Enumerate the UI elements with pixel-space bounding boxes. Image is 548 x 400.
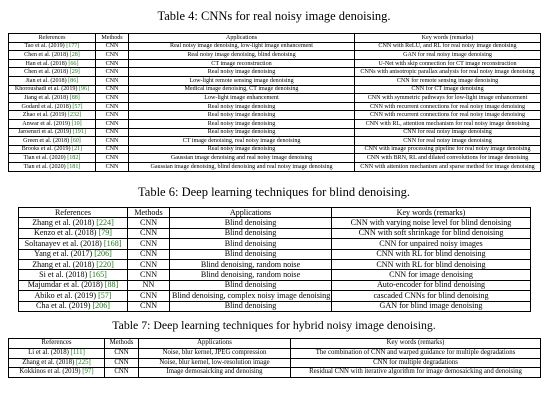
table4-caption: Table 4: CNNs for real noisy image denoising. — [157, 9, 391, 23]
method-cell: CNN — [128, 239, 170, 249]
reference-text: Chen et al. (2018) — [24, 51, 70, 58]
reference-text: Chen et al. (2018) — [24, 69, 70, 76]
method-cell: CNN — [128, 228, 170, 238]
remark-cell: CNN with RL for blind denoising — [332, 249, 531, 259]
reference-cell — [9, 94, 96, 103]
reference-text: Zhang et al. (2018) — [32, 259, 97, 269]
remark-cell: CNN for image denoising — [332, 270, 531, 280]
method-cell: CNN — [96, 162, 129, 171]
method-cell: CNN — [96, 145, 129, 154]
remark-cell: GAN for blind image denoising — [332, 301, 531, 311]
reference-cell — [9, 128, 96, 137]
remark-cell: CNN with RL for blind denoising — [332, 259, 531, 269]
citation-link: [111] — [70, 348, 85, 356]
reference-text: Majumdar et al. (2018) — [27, 280, 105, 290]
reference-cell — [9, 51, 96, 60]
application-cell: CT image denoising, real noisy image denoising — [129, 137, 355, 146]
column-header: References — [9, 34, 96, 43]
column-header: Key words (remarks) — [291, 339, 541, 349]
citation-link: [224] — [96, 218, 114, 228]
remark-cell: CNN for multiple degradations — [291, 358, 541, 368]
reference-text: Zhao et al. (2019) — [22, 112, 68, 119]
method-cell: CNN — [128, 301, 170, 311]
application-cell: Blind denoising — [170, 249, 332, 259]
table4-body — [9, 42, 541, 171]
method-cell: CNN — [128, 259, 170, 269]
application-cell: Low-light image enhancement — [129, 94, 355, 103]
reference-text: Zhang et al. (2018) — [22, 358, 77, 366]
table6-header-row — [19, 208, 531, 218]
method-cell: CNN — [128, 270, 170, 280]
reference-text: Li et al. (2018) — [28, 348, 71, 356]
column-header: Applications — [139, 339, 291, 349]
application-cell: Blind denoising, random noise — [170, 259, 332, 269]
application-cell: Blind denoising — [170, 218, 332, 228]
citation-link: [88] — [104, 280, 119, 290]
citation-link: [21] — [72, 146, 83, 153]
table7-body — [9, 348, 541, 377]
reference-text: Green et al. (2018) — [23, 137, 71, 144]
citation-link: [28] — [69, 51, 80, 58]
column-header: Methods — [96, 34, 129, 43]
application-cell: Gaussian image denoising and real noisy image denoising — [129, 154, 355, 163]
reference-text: Kokkinos et al. (2019) — [19, 368, 83, 376]
table-row — [9, 128, 541, 137]
remark-cell: CNN with image processing pipeline for real noisy image denoising — [355, 145, 541, 154]
reference-text: Jiang et al. (2018) — [24, 94, 70, 101]
reference-text: Han et al. (2018) — [25, 60, 69, 67]
reference-text: Si et al. (2018) — [39, 269, 90, 279]
application-cell: Blind denoising, random noise — [170, 270, 332, 280]
citation-link: [66] — [68, 60, 79, 67]
table7-header-row — [9, 339, 541, 349]
remark-cell: CNN for real noisy image denoising — [355, 137, 541, 146]
citation-link: [165] — [89, 269, 107, 279]
table7-caption: Table 7: Deep learning techniques for hybrid noisy image denoising. — [112, 318, 436, 332]
application-cell: CT image reconstruction — [129, 59, 355, 68]
method-cell: CNN — [96, 76, 129, 85]
citation-link: [86] — [68, 77, 79, 84]
reference-cell — [9, 119, 96, 128]
remark-cell: CNN for unpaired noisy images — [332, 239, 531, 249]
reference-cell — [9, 348, 105, 358]
remark-cell: CNN with RL, attention mechanism for real noisy image denoising — [355, 119, 541, 128]
table-row — [9, 137, 541, 146]
citation-link: [225] — [76, 358, 91, 366]
table6-caption: Table 6: Deep learning techniques for blind denoising. — [138, 185, 410, 199]
reference-cell — [19, 301, 128, 311]
application-cell: Blind denoising — [170, 280, 332, 290]
reference-text: Zhang et al. (2018) — [32, 218, 97, 228]
remark-cell: CNN with varying noise level for blind denoising — [332, 218, 531, 228]
remark-cell: The combination of CNN and warped guidance for multiple degradations — [291, 348, 541, 358]
reference-text: Godard et al. (2018) — [21, 103, 73, 110]
table-row — [9, 368, 541, 378]
application-cell: Low-light remote sensing image denoising — [129, 76, 355, 85]
reference-text: Anwar et al. (2019) — [22, 120, 72, 127]
reference-cell — [19, 259, 128, 269]
reference-cell — [19, 228, 128, 238]
table-row — [9, 358, 541, 368]
citation-link: [29] — [69, 69, 80, 76]
method-cell: CNN — [105, 368, 139, 378]
method-cell: CNN — [128, 218, 170, 228]
column-header: Methods — [128, 208, 170, 218]
table-row — [19, 291, 531, 301]
remark-cell: cascaded CNNs for blind denoising — [332, 291, 531, 301]
method-cell: CNN — [128, 291, 170, 301]
reference-cell — [9, 76, 96, 85]
remark-cell: CNN with recurrent connections for real noisy image denoising — [355, 111, 541, 120]
table-row — [9, 42, 541, 51]
application-cell: Blind denoising — [170, 301, 332, 311]
method-cell: CNN — [96, 68, 129, 77]
reference-cell — [9, 162, 96, 171]
remark-cell: Auto-encoder for blind denoising — [332, 280, 531, 290]
method-cell: CNN — [96, 154, 129, 163]
method-cell: CNN — [96, 42, 129, 51]
application-cell: Medical image denoising, CT image denoising — [129, 85, 355, 94]
application-cell: Blind denoising — [170, 239, 332, 249]
method-cell: CNN — [105, 358, 139, 368]
reference-cell — [9, 145, 96, 154]
table-row — [19, 249, 531, 259]
column-header: Key words (remarks) — [332, 208, 531, 218]
table-row — [9, 102, 541, 111]
method-cell: CNN — [96, 137, 129, 146]
method-cell: NN — [128, 280, 170, 290]
citation-link: [88] — [69, 94, 80, 101]
application-cell: Real noisy image denoising — [129, 102, 355, 111]
application-cell: Blind denoising — [170, 228, 332, 238]
reference-text: Soltanayev et al. (2018) — [24, 238, 104, 248]
application-cell: Blind denoising, complex noisy image denoising — [170, 291, 332, 301]
table6-body — [19, 218, 531, 312]
citation-link: [79] — [98, 228, 112, 238]
reference-text: Jaroensri et al. (2019) — [18, 129, 73, 136]
application-cell: Gaussian image denoising, blind denoising and real noisy image denoising — [129, 162, 355, 171]
reference-text: Kenzo et al. (2018) — [34, 228, 99, 238]
remark-cell: CNN with recurrent connections for real noisy image denoising — [355, 102, 541, 111]
reference-cell — [19, 249, 128, 259]
column-header: Key words (remarks) — [355, 34, 541, 43]
reference-cell — [19, 239, 128, 249]
reference-text: Tian et al. (2020) — [23, 155, 68, 162]
reference-text: Brooks et al. (2019) — [21, 146, 73, 153]
table-row — [9, 76, 541, 85]
application-cell: Real noisy image denoising, blind denoising — [129, 51, 355, 60]
table-row — [9, 51, 541, 60]
citation-link: [206] — [92, 301, 110, 311]
citation-link: [57] — [98, 290, 112, 300]
method-cell: CNN — [105, 348, 139, 358]
citation-link: [232] — [67, 112, 82, 119]
remark-cell: CNN with symmetric pathways for low-light image enhancement — [355, 94, 541, 103]
reference-text: Tian et al. (2020) — [23, 163, 68, 170]
reference-cell — [9, 85, 96, 94]
remark-cell: CNN with ReLU, and RL for real noisy image denoising — [355, 42, 541, 51]
reference-text: Yang et al. (2017) — [34, 249, 95, 259]
table7 — [8, 338, 541, 378]
table-row — [19, 239, 531, 249]
remark-cell: CNN with soft shrinkage for blind denoising — [332, 228, 531, 238]
application-cell: Real noisy image denoising — [129, 128, 355, 137]
method-cell: CNN — [96, 111, 129, 120]
table-row — [19, 228, 531, 238]
remark-cell: CNN for CT image denoising — [355, 85, 541, 94]
reference-cell — [19, 270, 128, 280]
citation-link: [57] — [72, 103, 83, 110]
citation-link: [177] — [66, 43, 80, 50]
reference-cell — [19, 291, 128, 301]
application-cell: Real noisy image denoising — [129, 119, 355, 128]
table-row — [9, 119, 541, 128]
table6 — [18, 207, 531, 312]
method-cell: CNN — [96, 59, 129, 68]
reference-text: Tao et al. (2019) — [24, 43, 67, 50]
reference-cell — [19, 280, 128, 290]
column-header: References — [9, 339, 105, 349]
reference-cell — [19, 218, 128, 228]
reference-cell — [9, 154, 96, 163]
reference-cell — [9, 111, 96, 120]
table-row — [9, 59, 541, 68]
reference-cell — [9, 68, 96, 77]
reference-text: Cha et al. (2019) — [36, 301, 93, 311]
citation-link: [60] — [70, 137, 81, 144]
remark-cell: Residual CNN with iterative algorithm for image demosaicking and denoising — [291, 368, 541, 378]
reference-text: Jian et al. (2018) — [25, 77, 69, 84]
remark-cell: CNN with attention mechanism and sparse method for image denoising — [355, 162, 541, 171]
reference-cell — [9, 358, 105, 368]
citation-link: [97] — [82, 368, 94, 376]
method-cell: CNN — [128, 249, 170, 259]
table-row — [19, 218, 531, 228]
reference-text: Khoroushadi et al. (2019) — [14, 86, 79, 93]
reference-cell — [9, 102, 96, 111]
application-cell: Noise, blur kernel, JPEG compression — [139, 348, 291, 358]
table-row — [9, 162, 541, 171]
table-row — [19, 270, 531, 280]
column-header: Applications — [170, 208, 332, 218]
method-cell: CNN — [96, 94, 129, 103]
method-cell: CNN — [96, 119, 129, 128]
column-header: Applications — [129, 34, 355, 43]
method-cell: CNN — [96, 128, 129, 137]
method-cell: CNN — [96, 51, 129, 60]
table-row — [9, 154, 541, 163]
reference-cell — [9, 368, 105, 378]
application-cell: Image demosaicking and denoising — [139, 368, 291, 378]
citation-link: [206] — [94, 249, 112, 259]
application-cell: Real noisy image denoising — [129, 68, 355, 77]
column-header: References — [19, 208, 128, 218]
application-cell: Real noisy image denoising — [129, 145, 355, 154]
table4 — [8, 33, 541, 172]
application-cell: Noise, blur kernel, low-resolution image — [139, 358, 291, 368]
remark-cell: U-Net with skip connection for CT image reconstruction — [355, 59, 541, 68]
table-row — [19, 280, 531, 290]
remark-cell: CNNs with anisotropic parallax analysis for real noisy image denoising — [355, 68, 541, 77]
column-header: Methods — [105, 339, 139, 349]
citation-link: [182] — [67, 155, 81, 162]
table-row — [19, 259, 531, 269]
reference-cell — [9, 137, 96, 146]
method-cell: CNN — [96, 85, 129, 94]
citation-link: [181] — [67, 163, 81, 170]
citation-link: [96] — [78, 86, 90, 93]
table-row — [19, 301, 531, 311]
citation-link: [220] — [96, 259, 114, 269]
table-row — [9, 68, 541, 77]
remark-cell: CNN for real noisy image denoising — [355, 128, 541, 137]
method-cell: CNN — [96, 102, 129, 111]
reference-text: Abiko et al. (2019) — [34, 290, 99, 300]
table-row — [9, 348, 541, 358]
remark-cell: CNN with BRN, RL and dilated convolutions for image denoising — [355, 154, 541, 163]
remark-cell: GAN for real noisy image denoising — [355, 51, 541, 60]
application-cell: Real noisy image denoising, low-light image enhancement — [129, 42, 355, 51]
application-cell: Real noisy image denoising — [129, 111, 355, 120]
citation-link: [191] — [72, 129, 86, 136]
citation-link: [168] — [103, 238, 122, 248]
citation-link: [10] — [71, 120, 82, 127]
reference-cell — [9, 59, 96, 68]
table-row — [9, 111, 541, 120]
reference-cell — [9, 42, 96, 51]
remark-cell: CNN for remote sensing image denoising — [355, 76, 541, 85]
table-row — [9, 145, 541, 154]
table-row — [9, 94, 541, 103]
table4-header-row — [9, 34, 541, 43]
table-row — [9, 85, 541, 94]
